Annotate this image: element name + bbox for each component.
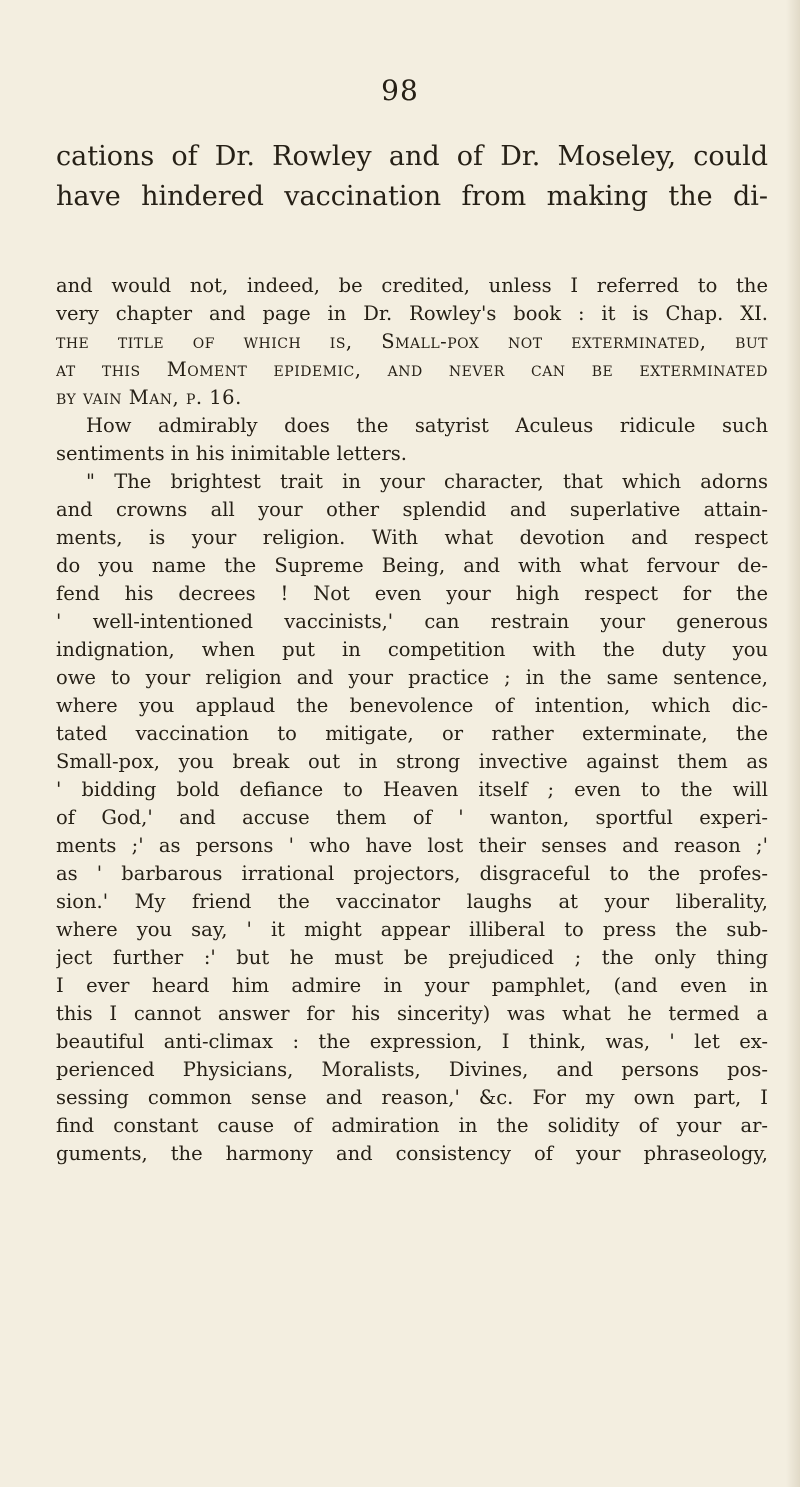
text-line: where you say, ' it might appear illiberal to press the sub-	[56, 918, 768, 941]
text-line: indignation, when put in competition with the duty you	[56, 638, 768, 661]
text-line: sion.' My friend the vaccinator laughs at your liberality,	[56, 890, 768, 913]
page-number: 98	[381, 74, 419, 107]
text-line: perienced Physicians, Moralists, Divines, and persons pos-	[56, 1058, 768, 1081]
text-line: ject further :' but he must be prejudiced ; the only thing	[56, 946, 768, 969]
text-line: at this Moment epidemic, and never can be exterminated	[56, 358, 768, 381]
text-line: and would not, indeed, be credited, unless I referred to the	[56, 274, 768, 297]
text-line: as ' barbarous irrational projectors, disgraceful to the profes-	[56, 862, 768, 885]
intro-line: cations of Dr. Rowley and of Dr. Moseley, could	[56, 141, 768, 172]
text-line: sessing common sense and reason,' &c. For my own part, I	[56, 1086, 768, 1109]
text-line: where you applaud the benevolence of intention, which dic-	[56, 694, 768, 717]
intro-line: have hindered vaccination from making the di-	[56, 181, 768, 212]
text-line: of God,' and accuse them of ' wanton, sportful experi-	[56, 806, 768, 829]
text-line: I ever heard him admire in your pamphlet, (and even in	[56, 974, 768, 997]
text-line: ments, is your religion. With what devotion and respect	[56, 526, 768, 549]
text-line: How admirably does the satyrist Aculeus ridicule such	[86, 414, 768, 437]
page-edge-shadow	[786, 0, 800, 1487]
text-line: tated vaccination to mitigate, or rather exterminate, the	[56, 722, 768, 745]
text-line: beautiful anti-climax : the expression, I think, was, ' let ex-	[56, 1030, 768, 1053]
text-line: owe to your religion and your practice ; in the same sentence,	[56, 666, 768, 689]
text-line: ' bidding bold defiance to Heaven itself ; even to the will	[56, 778, 768, 801]
text-line: the title of which is, Small-pox not exterminated, but	[56, 330, 768, 353]
text-line: this I cannot answer for his sincerity) was what he termed a	[56, 1002, 768, 1025]
text-line: guments, the harmony and consistency of your phraseology,	[56, 1142, 768, 1165]
text-line: Small-pox, you break out in strong invective against them as	[56, 750, 768, 773]
text-line: by vain Man, p. 16.	[56, 386, 242, 409]
text-line: ments ;' as persons ' who have lost their senses and reason ;'	[56, 834, 768, 857]
text-line: " The brightest trait in your character, that which adorns	[86, 470, 768, 493]
text-line: sentiments in his inimitable letters.	[56, 442, 407, 465]
text-line: find constant cause of admiration in the solidity of your ar-	[56, 1114, 768, 1137]
text-line: fend his decrees ! Not even your high respect for the	[56, 582, 768, 605]
text-line: ' well-intentioned vaccinists,' can restrain your generous	[56, 610, 768, 633]
text-line: do you name the Supreme Being, and with what fervour de-	[56, 554, 768, 577]
text-line: and crowns all your other splendid and superlative attain-	[56, 498, 768, 521]
text-line: very chapter and page in Dr. Rowley's book : it is Chap. XI.	[56, 302, 768, 325]
